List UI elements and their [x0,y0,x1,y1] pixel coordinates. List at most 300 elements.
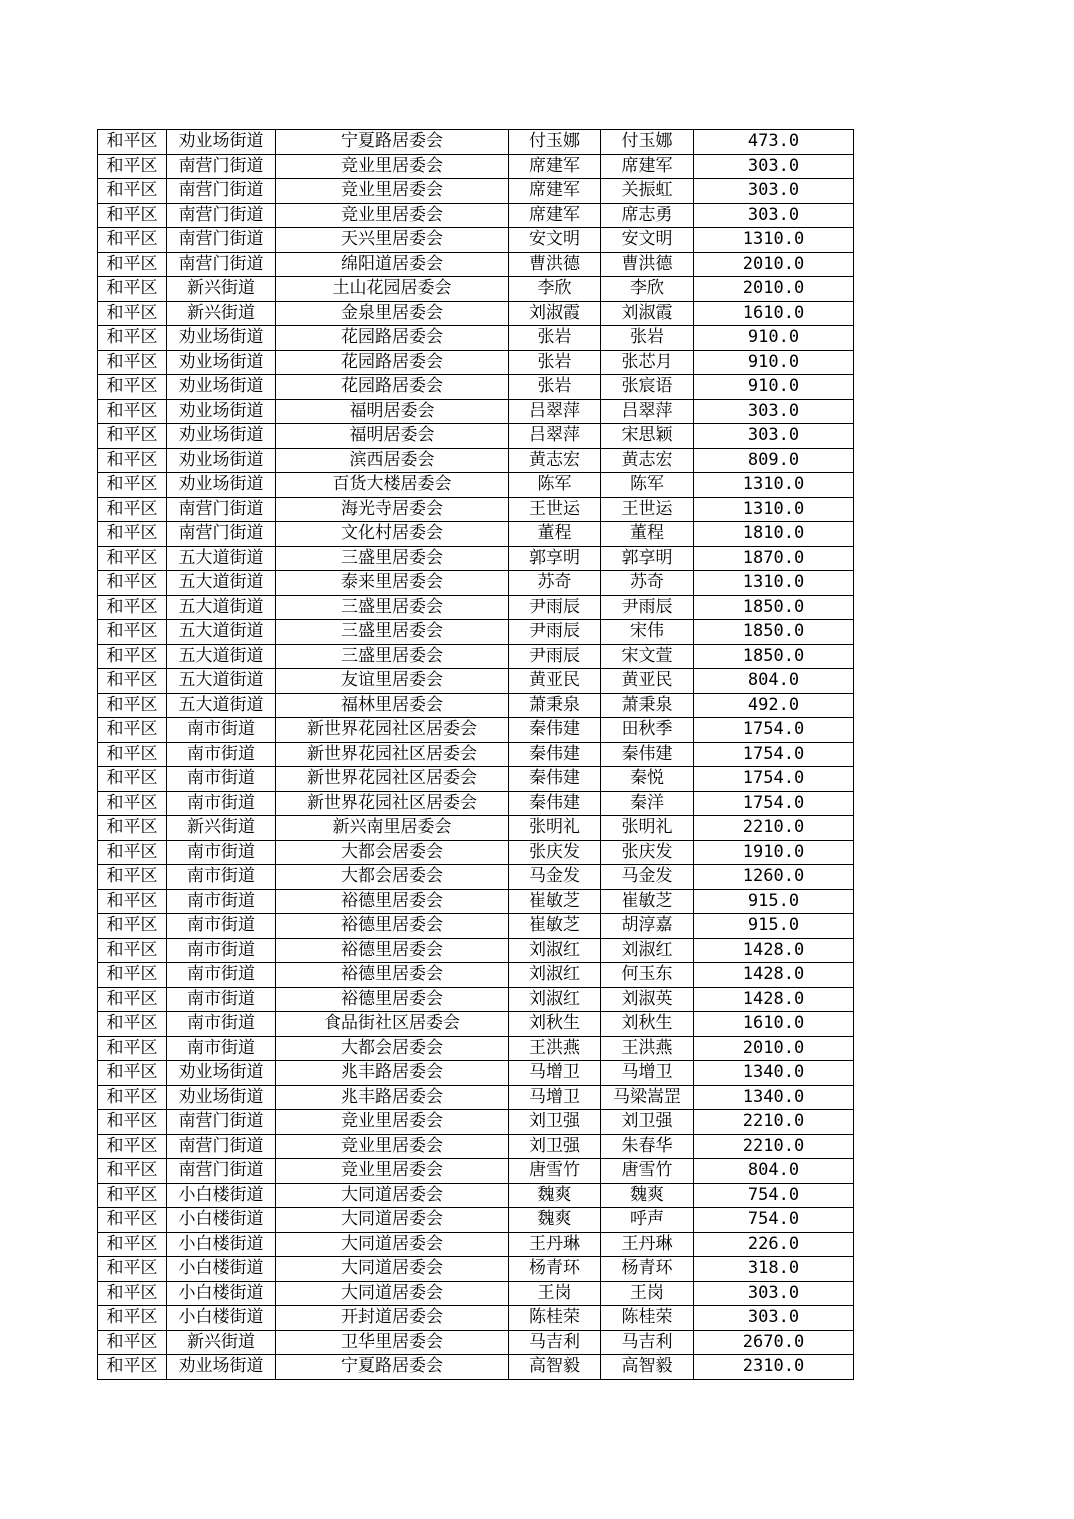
table-row [98,1012,854,1037]
street-cell: 南营门街道 [167,179,276,204]
table-row [98,1355,854,1380]
committee-cell: 土山花园居委会 [276,277,509,302]
amount-cell: 2010.0 [694,252,854,277]
amount-cell: 318.0 [694,1257,854,1282]
member-cell: 黄亚民 [601,669,694,694]
applicant-cell: 董程 [509,522,601,547]
table-row [98,816,854,841]
applicant-cell: 席建军 [509,179,601,204]
applicant-cell: 刘卫强 [509,1110,601,1135]
amount-cell: 1610.0 [694,1012,854,1037]
member-cell: 秦悦 [601,767,694,792]
district-cell: 和平区 [98,522,167,547]
amount-cell: 1260.0 [694,865,854,890]
member-cell: 马吉利 [601,1330,694,1355]
amount-cell: 303.0 [694,203,854,228]
data-table [97,129,854,1380]
applicant-cell: 马增卫 [509,1061,601,1086]
applicant-cell: 魏爽 [509,1208,601,1233]
district-cell: 和平区 [98,277,167,302]
committee-cell: 友谊里居委会 [276,669,509,694]
district-cell: 和平区 [98,1208,167,1233]
table-row [98,914,854,939]
committee-cell: 海光寺居委会 [276,497,509,522]
street-cell: 南市街道 [167,791,276,816]
district-cell: 和平区 [98,669,167,694]
applicant-cell: 席建军 [509,203,601,228]
table-row [98,1183,854,1208]
amount-cell: 1850.0 [694,644,854,669]
district-cell: 和平区 [98,1110,167,1135]
table-row [98,1281,854,1306]
applicant-cell: 杨青环 [509,1257,601,1282]
applicant-cell: 刘卫强 [509,1134,601,1159]
district-cell: 和平区 [98,963,167,988]
street-cell: 五大道街道 [167,693,276,718]
table-row [98,203,854,228]
committee-cell: 竞业里居委会 [276,1159,509,1184]
table-row [98,1330,854,1355]
amount-cell: 1310.0 [694,473,854,498]
table-row [98,1208,854,1233]
table-row [98,252,854,277]
member-cell: 马梁嵩罡 [601,1085,694,1110]
street-cell: 劝业场街道 [167,424,276,449]
amount-cell: 473.0 [694,130,854,155]
street-cell: 小白楼街道 [167,1208,276,1233]
applicant-cell: 吕翠萍 [509,424,601,449]
member-cell: 陈军 [601,473,694,498]
committee-cell: 食品街社区居委会 [276,1012,509,1037]
amount-cell: 2010.0 [694,277,854,302]
street-cell: 南市街道 [167,1036,276,1061]
district-cell: 和平区 [98,938,167,963]
committee-cell: 裕德里居委会 [276,914,509,939]
district-cell: 和平区 [98,326,167,351]
district-cell: 和平区 [98,693,167,718]
district-cell: 和平区 [98,1306,167,1331]
applicant-cell: 吕翠萍 [509,399,601,424]
district-cell: 和平区 [98,1355,167,1380]
street-cell: 南营门街道 [167,228,276,253]
table-row [98,571,854,596]
member-cell: 宋思颖 [601,424,694,449]
member-cell: 张芯月 [601,350,694,375]
district-cell: 和平区 [98,742,167,767]
district-cell: 和平区 [98,1281,167,1306]
district-cell: 和平区 [98,914,167,939]
table-row [98,963,854,988]
committee-cell: 竞业里居委会 [276,1134,509,1159]
amount-cell: 303.0 [694,179,854,204]
amount-cell: 1754.0 [694,718,854,743]
street-cell: 南营门街道 [167,1134,276,1159]
member-cell: 张庆发 [601,840,694,865]
street-cell: 五大道街道 [167,546,276,571]
amount-cell: 1870.0 [694,546,854,571]
member-cell: 刘卫强 [601,1110,694,1135]
applicant-cell: 曹洪德 [509,252,601,277]
street-cell: 南市街道 [167,742,276,767]
committee-cell: 大同道居委会 [276,1281,509,1306]
table-row [98,889,854,914]
table-row [98,1085,854,1110]
street-cell: 劝业场街道 [167,350,276,375]
district-cell: 和平区 [98,1036,167,1061]
applicant-cell: 秦伟建 [509,742,601,767]
applicant-cell: 张岩 [509,350,601,375]
street-cell: 南市街道 [167,865,276,890]
table-row [98,840,854,865]
street-cell: 南市街道 [167,767,276,792]
district-cell: 和平区 [98,644,167,669]
member-cell: 陈桂荣 [601,1306,694,1331]
amount-cell: 809.0 [694,448,854,473]
amount-cell: 1810.0 [694,522,854,547]
table-row [98,473,854,498]
amount-cell: 1310.0 [694,497,854,522]
table-row [98,154,854,179]
district-cell: 和平区 [98,571,167,596]
member-cell: 杨青环 [601,1257,694,1282]
committee-cell: 大同道居委会 [276,1257,509,1282]
committee-cell: 裕德里居委会 [276,889,509,914]
street-cell: 南营门街道 [167,1159,276,1184]
amount-cell: 2310.0 [694,1355,854,1380]
table-row [98,620,854,645]
committee-cell: 新世界花园社区居委会 [276,742,509,767]
applicant-cell: 王世运 [509,497,601,522]
amount-cell: 2210.0 [694,1110,854,1135]
district-cell: 和平区 [98,718,167,743]
district-cell: 和平区 [98,546,167,571]
table-row [98,1134,854,1159]
amount-cell: 2010.0 [694,1036,854,1061]
table-row [98,228,854,253]
applicant-cell: 马增卫 [509,1085,601,1110]
committee-cell: 兆丰路居委会 [276,1085,509,1110]
district-cell: 和平区 [98,179,167,204]
committee-cell: 卫华里居委会 [276,1330,509,1355]
district-cell: 和平区 [98,1085,167,1110]
applicant-cell: 马吉利 [509,1330,601,1355]
member-cell: 张明礼 [601,816,694,841]
member-cell: 董程 [601,522,694,547]
district-cell: 和平区 [98,497,167,522]
member-cell: 付玉娜 [601,130,694,155]
amount-cell: 1340.0 [694,1085,854,1110]
district-cell: 和平区 [98,1330,167,1355]
applicant-cell: 刘秋生 [509,1012,601,1037]
amount-cell: 1610.0 [694,301,854,326]
street-cell: 新兴街道 [167,301,276,326]
applicant-cell: 马金发 [509,865,601,890]
district-cell: 和平区 [98,816,167,841]
district-cell: 和平区 [98,399,167,424]
committee-cell: 绵阳道居委会 [276,252,509,277]
table-body [98,130,854,1380]
amount-cell: 303.0 [694,1306,854,1331]
applicant-cell: 高智毅 [509,1355,601,1380]
table-row [98,522,854,547]
committee-cell: 三盛里居委会 [276,644,509,669]
committee-cell: 花园路居委会 [276,326,509,351]
street-cell: 劝业场街道 [167,448,276,473]
table-row [98,1306,854,1331]
member-cell: 吕翠萍 [601,399,694,424]
member-cell: 马金发 [601,865,694,890]
applicant-cell: 苏奇 [509,571,601,596]
amount-cell: 303.0 [694,154,854,179]
amount-cell: 910.0 [694,350,854,375]
street-cell: 南市街道 [167,718,276,743]
committee-cell: 新兴南里居委会 [276,816,509,841]
amount-cell: 754.0 [694,1183,854,1208]
applicant-cell: 崔敏芝 [509,889,601,914]
applicant-cell: 张岩 [509,375,601,400]
member-cell: 张岩 [601,326,694,351]
amount-cell: 804.0 [694,669,854,694]
street-cell: 劝业场街道 [167,375,276,400]
applicant-cell: 陈军 [509,473,601,498]
amount-cell: 1310.0 [694,228,854,253]
member-cell: 王丹琳 [601,1232,694,1257]
committee-cell: 金泉里居委会 [276,301,509,326]
table-row [98,497,854,522]
committee-cell: 新世界花园社区居委会 [276,718,509,743]
member-cell: 刘淑霞 [601,301,694,326]
table-row [98,718,854,743]
applicant-cell: 张岩 [509,326,601,351]
street-cell: 五大道街道 [167,669,276,694]
table-row [98,1110,854,1135]
member-cell: 宋伟 [601,620,694,645]
street-cell: 南市街道 [167,987,276,1012]
street-cell: 劝业场街道 [167,473,276,498]
street-cell: 小白楼街道 [167,1183,276,1208]
applicant-cell: 秦伟建 [509,791,601,816]
district-cell: 和平区 [98,1134,167,1159]
district-cell: 和平区 [98,473,167,498]
member-cell: 呼声 [601,1208,694,1233]
member-cell: 席建军 [601,154,694,179]
applicant-cell: 张庆发 [509,840,601,865]
street-cell: 南营门街道 [167,497,276,522]
district-cell: 和平区 [98,987,167,1012]
district-cell: 和平区 [98,1183,167,1208]
applicant-cell: 萧秉泉 [509,693,601,718]
street-cell: 五大道街道 [167,644,276,669]
district-cell: 和平区 [98,301,167,326]
table-row [98,865,854,890]
applicant-cell: 刘淑红 [509,963,601,988]
district-cell: 和平区 [98,375,167,400]
table-row [98,179,854,204]
applicant-cell: 尹雨辰 [509,620,601,645]
amount-cell: 1428.0 [694,987,854,1012]
committee-cell: 裕德里居委会 [276,987,509,1012]
applicant-cell: 席建军 [509,154,601,179]
member-cell: 秦伟建 [601,742,694,767]
district-cell: 和平区 [98,1159,167,1184]
amount-cell: 1850.0 [694,620,854,645]
street-cell: 劝业场街道 [167,399,276,424]
amount-cell: 910.0 [694,375,854,400]
committee-cell: 三盛里居委会 [276,595,509,620]
district-cell: 和平区 [98,865,167,890]
district-cell: 和平区 [98,595,167,620]
street-cell: 南营门街道 [167,203,276,228]
street-cell: 南市街道 [167,963,276,988]
applicant-cell: 刘淑霞 [509,301,601,326]
table-row [98,1159,854,1184]
committee-cell: 花园路居委会 [276,375,509,400]
committee-cell: 兆丰路居委会 [276,1061,509,1086]
amount-cell: 226.0 [694,1232,854,1257]
committee-cell: 文化村居委会 [276,522,509,547]
applicant-cell: 陈桂荣 [509,1306,601,1331]
table-row [98,1257,854,1282]
applicant-cell: 王洪燕 [509,1036,601,1061]
committee-cell: 宁夏路居委会 [276,1355,509,1380]
street-cell: 劝业场街道 [167,130,276,155]
table-row [98,742,854,767]
applicant-cell: 唐雪竹 [509,1159,601,1184]
member-cell: 关振虹 [601,179,694,204]
applicant-cell: 黄亚民 [509,669,601,694]
member-cell: 郭享明 [601,546,694,571]
street-cell: 南市街道 [167,914,276,939]
street-cell: 五大道街道 [167,620,276,645]
committee-cell: 竞业里居委会 [276,154,509,179]
amount-cell: 1428.0 [694,963,854,988]
member-cell: 刘秋生 [601,1012,694,1037]
committee-cell: 大同道居委会 [276,1183,509,1208]
applicant-cell: 刘淑红 [509,938,601,963]
member-cell: 高智毅 [601,1355,694,1380]
committee-cell: 大都会居委会 [276,865,509,890]
street-cell: 五大道街道 [167,595,276,620]
applicant-cell: 李欣 [509,277,601,302]
table-row [98,1061,854,1086]
district-cell: 和平区 [98,203,167,228]
street-cell: 劝业场街道 [167,326,276,351]
committee-cell: 竞业里居委会 [276,1110,509,1135]
table-row [98,595,854,620]
applicant-cell: 安文明 [509,228,601,253]
amount-cell: 492.0 [694,693,854,718]
applicant-cell: 付玉娜 [509,130,601,155]
applicant-cell: 刘淑红 [509,987,601,1012]
committee-cell: 百货大楼居委会 [276,473,509,498]
street-cell: 南营门街道 [167,154,276,179]
committee-cell: 裕德里居委会 [276,938,509,963]
table-row [98,791,854,816]
committee-cell: 三盛里居委会 [276,620,509,645]
district-cell: 和平区 [98,448,167,473]
table-row [98,669,854,694]
district-cell: 和平区 [98,350,167,375]
applicant-cell: 秦伟建 [509,718,601,743]
district-cell: 和平区 [98,889,167,914]
street-cell: 南营门街道 [167,1110,276,1135]
member-cell: 魏爽 [601,1183,694,1208]
member-cell: 萧秉泉 [601,693,694,718]
member-cell: 李欣 [601,277,694,302]
district-cell: 和平区 [98,620,167,645]
member-cell: 何玉东 [601,963,694,988]
street-cell: 小白楼街道 [167,1306,276,1331]
committee-cell: 大同道居委会 [276,1208,509,1233]
committee-cell: 福林里居委会 [276,693,509,718]
district-cell: 和平区 [98,1012,167,1037]
district-cell: 和平区 [98,1257,167,1282]
amount-cell: 1340.0 [694,1061,854,1086]
committee-cell: 泰来里居委会 [276,571,509,596]
applicant-cell: 张明礼 [509,816,601,841]
member-cell: 唐雪竹 [601,1159,694,1184]
district-cell: 和平区 [98,252,167,277]
district-cell: 和平区 [98,1061,167,1086]
amount-cell: 1910.0 [694,840,854,865]
member-cell: 刘淑英 [601,987,694,1012]
member-cell: 王岗 [601,1281,694,1306]
committee-cell: 大同道居委会 [276,1232,509,1257]
amount-cell: 2670.0 [694,1330,854,1355]
committee-cell: 三盛里居委会 [276,546,509,571]
member-cell: 宋文萱 [601,644,694,669]
street-cell: 南营门街道 [167,522,276,547]
amount-cell: 1754.0 [694,767,854,792]
member-cell: 曹洪德 [601,252,694,277]
street-cell: 小白楼街道 [167,1257,276,1282]
street-cell: 南市街道 [167,1012,276,1037]
committee-cell: 新世界花园社区居委会 [276,767,509,792]
amount-cell: 1850.0 [694,595,854,620]
table-row [98,326,854,351]
committee-cell: 宁夏路居委会 [276,130,509,155]
table-row [98,987,854,1012]
applicant-cell: 秦伟建 [509,767,601,792]
member-cell: 黄志宏 [601,448,694,473]
amount-cell: 915.0 [694,914,854,939]
district-cell: 和平区 [98,130,167,155]
street-cell: 小白楼街道 [167,1281,276,1306]
amount-cell: 754.0 [694,1208,854,1233]
committee-cell: 新世界花园社区居委会 [276,791,509,816]
committee-cell: 花园路居委会 [276,350,509,375]
member-cell: 胡淳嘉 [601,914,694,939]
table-row [98,546,854,571]
applicant-cell: 尹雨辰 [509,644,601,669]
amount-cell: 2210.0 [694,816,854,841]
amount-cell: 1754.0 [694,791,854,816]
table-row [98,767,854,792]
amount-cell: 2210.0 [694,1134,854,1159]
applicant-cell: 崔敏芝 [509,914,601,939]
table-row [98,938,854,963]
applicant-cell: 魏爽 [509,1183,601,1208]
table-row [98,399,854,424]
district-cell: 和平区 [98,228,167,253]
committee-cell: 大都会居委会 [276,840,509,865]
applicant-cell: 王丹琳 [509,1232,601,1257]
amount-cell: 915.0 [694,889,854,914]
member-cell: 张宸语 [601,375,694,400]
member-cell: 崔敏芝 [601,889,694,914]
district-cell: 和平区 [98,154,167,179]
district-cell: 和平区 [98,840,167,865]
